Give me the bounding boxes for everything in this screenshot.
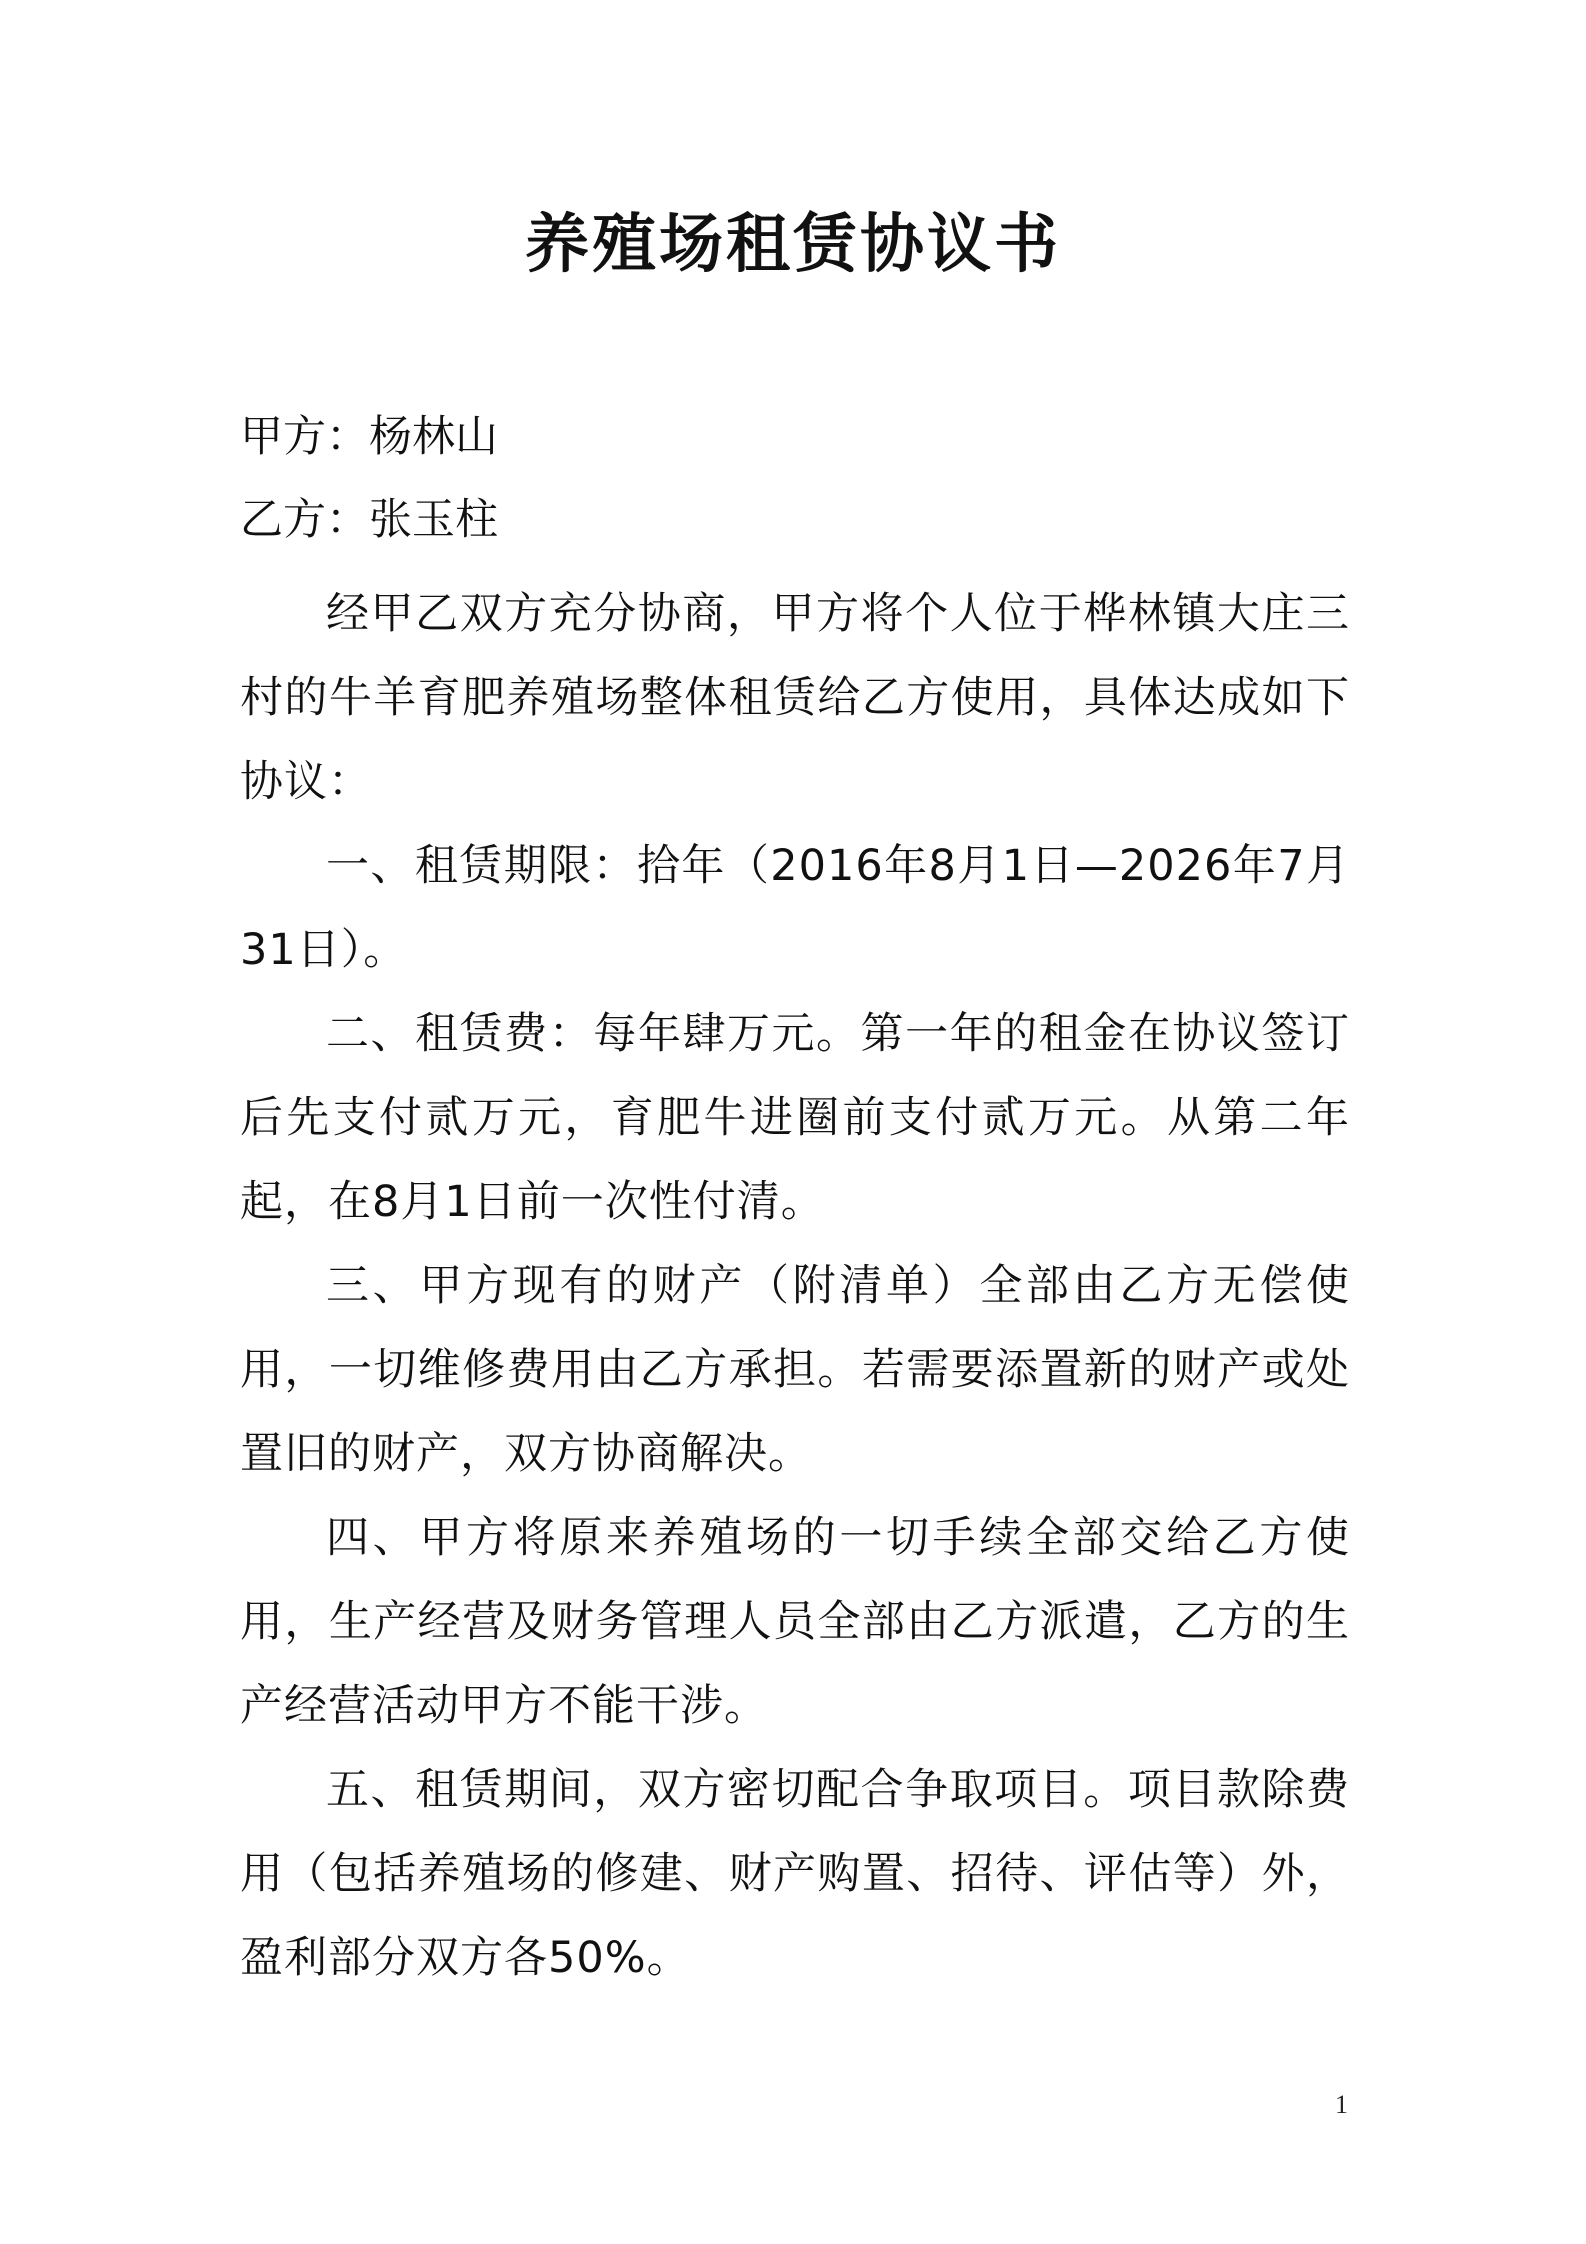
clause-4-procedures: 四、甲方将原来养殖场的一切手续全部交给乙方使用，生产经营及财务管理人员全部由乙方派遣，乙方的生产经营活动甲方不能干涉。 xyxy=(240,1513,1350,1731)
intro-paragraph: 经甲乙双方充分协商，甲方将个人位于桦林镇大庄三村的牛羊育肥养殖场整体租赁给乙方使用，具体达成如下协议： xyxy=(240,589,1350,807)
party-a-line: 甲方：杨林山 xyxy=(240,412,498,462)
document-title: 养殖场租赁协议书 xyxy=(525,208,1061,282)
clause-5-projects: 五、租赁期间，双方密切配合争取项目。项目款除费用（包括养殖场的修建、财产购置、招待、评估等）外，盈利部分双方各50%。 xyxy=(240,1765,1350,1983)
party-b-line: 乙方：张玉柱 xyxy=(240,495,498,545)
page-number: 1 xyxy=(1335,2090,1348,2119)
clause-2-rent: 二、租赁费：每年肆万元。第一年的租金在协议签订后先支付贰万元，育肥牛进圈前支付贰万元。从第二年起，在8月1日前一次性付清。 xyxy=(240,1009,1350,1227)
agreement-body xyxy=(240,572,1350,2000)
clause-3-property: 三、甲方现有的财产（附清单）全部由乙方无偿使用，一切维修费用由乙方承担。若需要添置新的财产或处置旧的财产，双方协商解决。 xyxy=(240,1261,1350,1479)
clause-1-lease-term: 一、租赁期限：拾年（2016年8月1日—2026年7月31日）。 xyxy=(240,841,1350,975)
